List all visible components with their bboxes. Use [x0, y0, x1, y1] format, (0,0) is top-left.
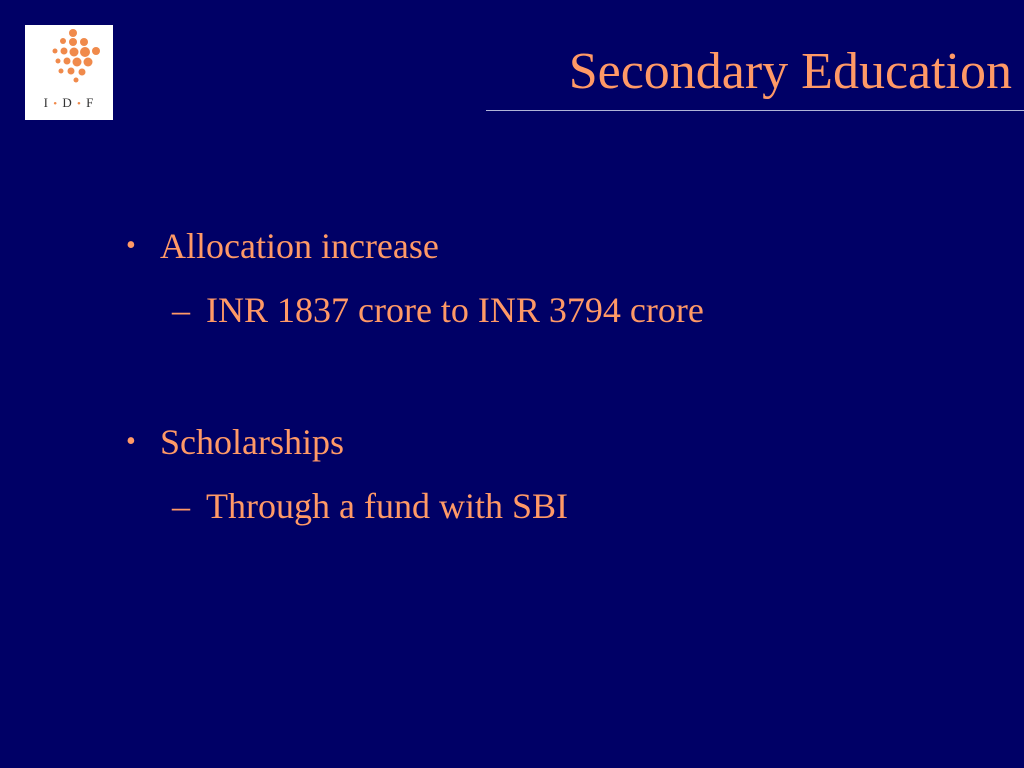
bullet-text: Allocation increase — [160, 226, 439, 266]
sub-bullet-text: Through a fund with SBI — [206, 486, 568, 526]
idf-logo — [25, 25, 113, 120]
logo-letter-f: F — [86, 95, 95, 110]
bullet-marker: • — [126, 230, 136, 261]
bullet-group — [126, 222, 1006, 350]
sub-bullet-item — [126, 286, 1006, 334]
bullet-item — [126, 418, 1006, 466]
bullet-text: Scholarships — [160, 422, 344, 462]
logo-letter-i: I — [43, 95, 49, 110]
bullet-item — [126, 222, 1006, 270]
sub-bullet-marker: – — [172, 486, 190, 526]
dots-pattern-icon — [25, 25, 113, 95]
logo-wordmark — [25, 95, 113, 111]
logo-separator: • — [53, 98, 59, 110]
logo-letter-d: D — [62, 95, 73, 110]
bullet-group — [126, 418, 1006, 546]
logo-separator: • — [77, 98, 82, 110]
sub-bullet-marker: – — [172, 290, 190, 330]
bullet-marker: • — [126, 426, 136, 457]
bullet-list — [126, 222, 1006, 546]
sub-bullet-text: INR 1837 crore to INR 3794 crore — [206, 290, 704, 330]
sub-bullet-item — [126, 482, 1006, 530]
title-divider — [486, 110, 1024, 111]
slide-title: Secondary Education — [568, 43, 1012, 100]
